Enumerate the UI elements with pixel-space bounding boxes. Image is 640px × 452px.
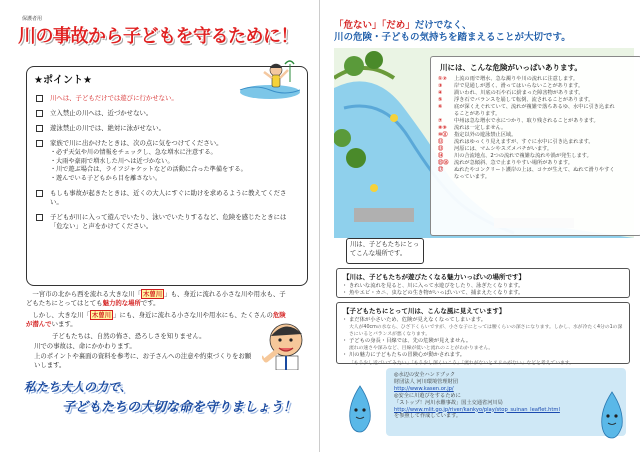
audience-tag: 保護者用: [22, 16, 43, 22]
right-title: 「危ない」「だめ」だけでなく、 川の危険・子どもの気持ちを踏まえることが大切です。: [334, 20, 571, 43]
appeal-heading: 【川は、子どもたちが遊びたくなる魅力いっぱいの場所です】: [343, 273, 525, 281]
child-view-item: ・ 川の魅力に子どもたちの冒険心が動かされます。: [343, 352, 623, 359]
child-view-section: [336, 302, 630, 364]
water-drop-mascot-icon: [346, 384, 374, 434]
checkbox-icon: [36, 140, 43, 147]
danger-item: ⑥ 底が深くえぐれていて、流れが複雑で落ちあるゆ、水中に引き込まれることがあります。: [438, 104, 615, 117]
intro-paragraph-4: 川での事故は、命にかかわります。: [34, 342, 136, 350]
danger-list: [438, 76, 616, 181]
checkbox-icon: [36, 95, 43, 102]
appeal-item: ・ 魚やエビ・カニ、虫などの生き物がいっぱいいて、捕まえたくなります。: [343, 290, 623, 297]
danger-item: ⑤ 浮き石でバランスを崩して転倒、流されることがあります。: [438, 97, 594, 103]
point-subitem: ・ 必ず天気や川の情報をチェックし、急な増水に注意する。: [50, 149, 298, 158]
danger-item: ⑮⑯ 流れが急傾斜、急で止まりやすい場所があります。: [438, 160, 573, 166]
points-heading: ★ポイント★: [34, 75, 92, 86]
point-subitem: ・ 遊んでいる子どもから目を離さない。: [50, 175, 298, 184]
intro-paragraph-3: 子どもたちは、自然の怖さ、恐ろしさを知りません。: [52, 332, 206, 340]
slogan-line-2: 子どもたちの大切な命を守りましょう！: [62, 400, 297, 415]
danger-item: ⑭ 川の合流地点、2つの流れで複雑な流れや渦が発生します。: [438, 153, 592, 159]
child-view-item: ・ まだ体が小さいため、危険が見えなくなってしまいます。: [343, 317, 623, 324]
point-subitem: ・ 大雨や豪雨で増水した川へは近づかない。: [50, 158, 298, 167]
danger-item: ③ 岸で見通しが悪く、滑ってはいらないことがあります。: [438, 83, 584, 89]
danger-item: ④ 渦いわれ、川底の石や石に紛まった障害物があります。: [438, 90, 584, 96]
checkbox-icon: [36, 125, 43, 132]
reference-line: ◎水辺の安全ハンドブック: [394, 372, 456, 378]
danger-item: ⑬ 河原には、マムシやスズメバチがいます。: [438, 146, 553, 152]
point-item: もしも事故が起きたときは、近くの大人にすぐに助けを求めるように教えてください。: [36, 189, 298, 207]
danger-item: ⑩⑪ 指定以外の遊泳禁止区域。: [438, 132, 517, 138]
reference-link[interactable]: http://www.kasen.or.jp/: [394, 385, 454, 392]
danger-heading: 川には、こんな危険がいっぱいあります。: [440, 63, 582, 72]
reference-line: 財団法人 河川環境管理財団: [394, 378, 458, 385]
child-view-note: 流れの速さや深みなど、目線が低いと流れのことがわかりません。: [349, 346, 494, 352]
child-view-item: ・ 子どもの身長・目線では、先の危険が見えません。: [343, 338, 623, 345]
point-sublist: [50, 149, 298, 183]
point-item: 川へは、子どもだけでは遊びに行かせない。: [36, 94, 298, 103]
danger-item: ⑫ 流れはゆっくり見えますが、すぐに水中に引き込まれます。: [438, 139, 594, 145]
checkbox-icon: [36, 110, 43, 117]
intro-paragraph-5: 上のポイントや裏面の資料を参考に、お子さんへの注意や約束づくりをお願いします。: [34, 352, 252, 370]
appeal-item: ・ きれいな流れを見ると、川に入って水遊びをしたり、泳ぎたくなります。: [343, 283, 623, 290]
reference-line: 「ストップ！河川水難事故」国土交通省河川局: [394, 399, 503, 406]
child-view-note: 「もう少し近づいてみたい」「もう少し深くいこう」「流れがないとスリルがない」などと考えています。: [349, 360, 575, 366]
reference-panel: [386, 368, 626, 436]
danger-item: ⑧⑨ 流れは一定しません。: [438, 125, 507, 131]
danger-item: ⑦ 中州は急な増水で水につかり、取り残されることがあります。: [438, 118, 599, 124]
reference-line: を参照して作成しています。: [394, 413, 462, 420]
slogan-line-1: 私たち大人の力で、: [24, 380, 132, 394]
point-item: 立入禁止の川へは、近づかせない。: [36, 109, 298, 118]
pointing-man-illustration: [262, 316, 312, 370]
danger-item: ①② 上流の雨で増水、急な濁りや川の流れに注意します。: [438, 76, 579, 82]
child-view-heading: 【子どもたちにとって川は、こんな風に見えています】: [343, 307, 506, 315]
water-drop-mascot-icon: [598, 390, 626, 440]
danger-item: ⑰ ぬれたやコンクリート護岸の上は、コケが生えて、ぬれて滑りやすくなっています。: [438, 167, 615, 180]
point-subitem: ・ 川で遊ぶ場合は、ライフジャケットなどの活動に合った準備をする。: [50, 166, 298, 175]
point-item: 子どもが川に入って遊んでいたり、泳いでいたりするなど、危険を感じたときには「危ない」と声をかけてください。: [36, 213, 298, 231]
reference-link[interactable]: http://www.mlit.go.jp/river/kankyo/play/stop_suinan_leaflet.html: [394, 406, 560, 413]
page-title: 川の事故から子どもを守るために！: [18, 26, 298, 47]
point-item: 家族で川に出かけたときは、次の点に気をつけてください。 ・ 必ず天気や川の情報をチェックし、急な増水に注意する。 ・ 大雨や豪雨で増水した川へは近づかない。 ・ 川で遊ぶ場合は、ライフジャケットなどの活動に合った準備をする。 ・ 遊んでいる子どもから目を離さない。: [36, 139, 298, 183]
appeal-section: [336, 268, 630, 298]
intro-paragraph-2: しかし、大きな川「 木曽川 」にも、身近に流れる小さな川や用水にも、たくさんの危険が潜んでいます。: [26, 311, 286, 329]
reference-line: ◎安全に川遊びをするために: [394, 392, 461, 399]
play-place-callout: 川は、子どもたちにとってこんな場所です。: [346, 238, 424, 264]
checkbox-icon: [36, 190, 43, 197]
intro-paragraph-1: 一宮市の北から西を流れる大きな川「 木曽川 」も、身近に流れる小さな川や用水も、子どもたちにとってはとても魅力的な場所です。: [26, 290, 286, 308]
checkbox-icon: [36, 214, 43, 221]
child-view-note: 大人が40cmの水なら、ひざ下くらいですが、小さな子にとっては腰くらいの深さになります。しかし、水が冷たく4分の1の深さにいるとバランスが悪くなります。: [349, 325, 623, 338]
point-item: 遊泳禁止の川では、絶対に泳がせない。: [36, 124, 298, 133]
points-list: [36, 94, 298, 237]
